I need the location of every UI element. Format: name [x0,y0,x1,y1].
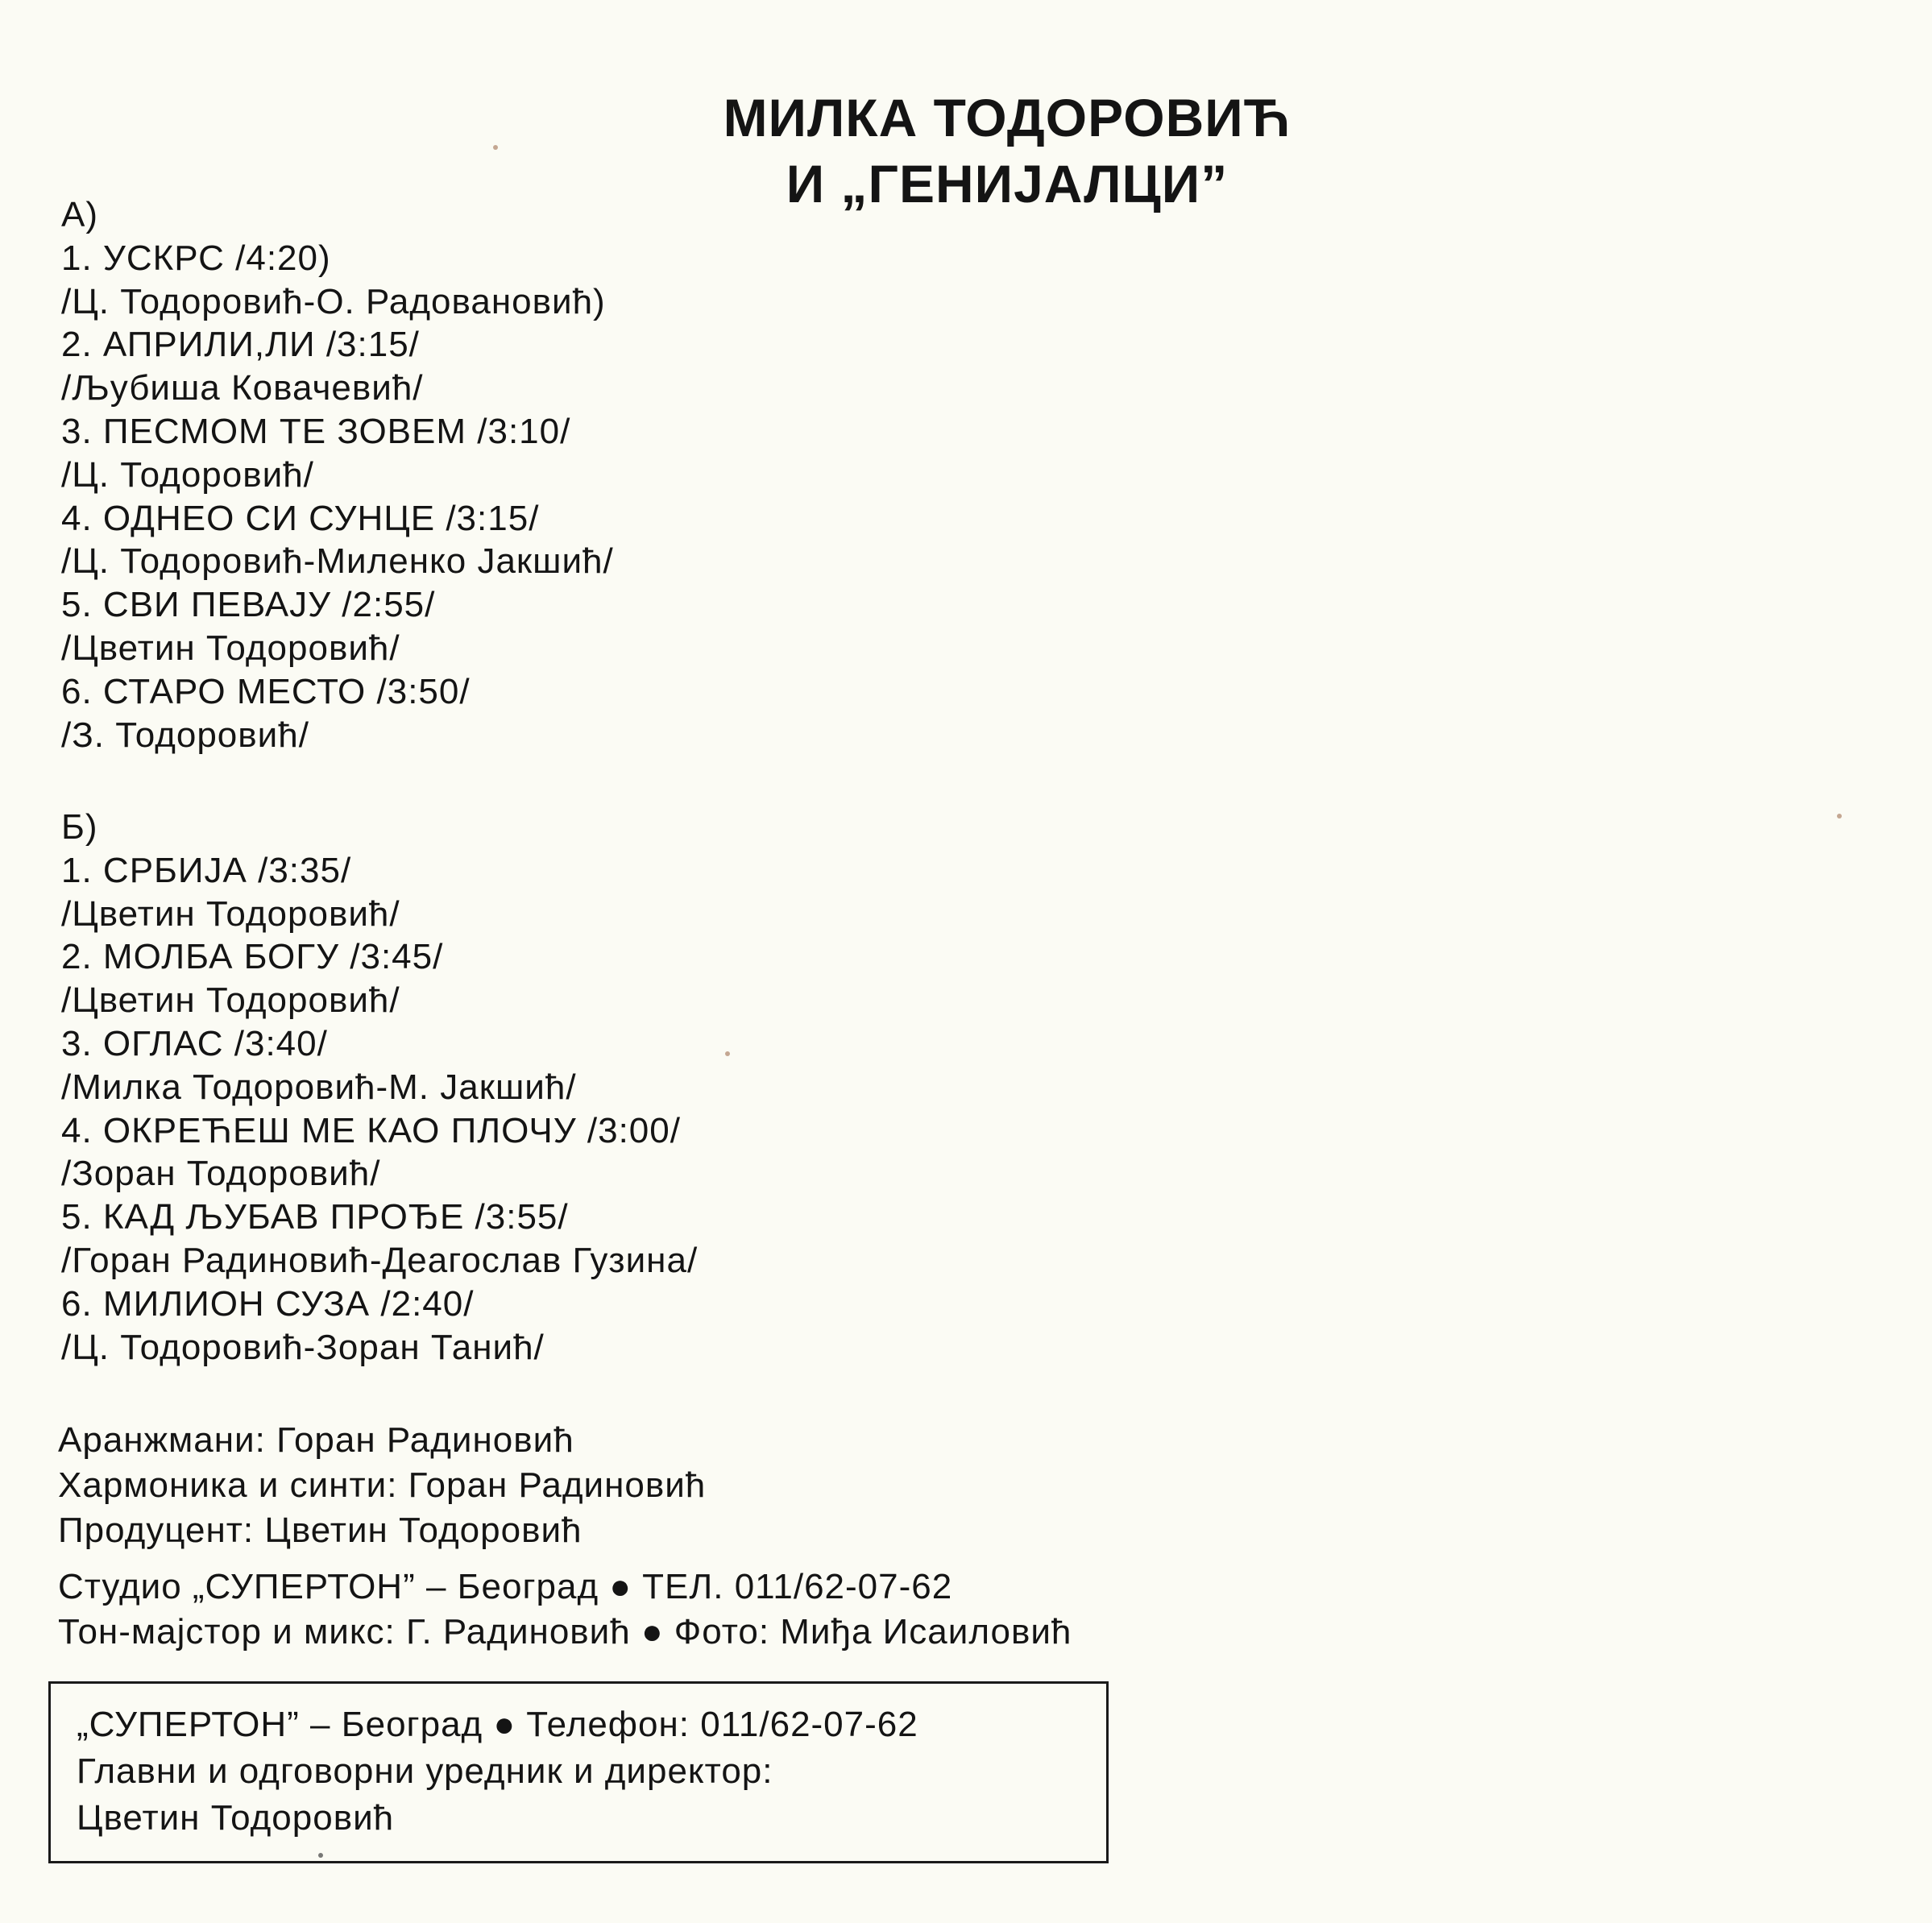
credit-accordion: Хармоника и синти: Горан Радиновић [58,1465,707,1505]
print-speck [318,1853,323,1858]
track-authors: /Ц. Тодоровић-Зоран Танић/ [61,1327,545,1367]
track-title: 4. ОКРЕЋЕШ МЕ КАО ПЛОЧУ /3:00/ [61,1110,681,1150]
side-b-label: Б) [61,807,98,847]
print-speck [493,145,498,150]
track-authors: /Цветин Тодоровић/ [61,893,400,934]
track-title: 3. ОГЛАС /3:40/ [61,1023,328,1063]
credit-studio: Студио „СУПЕРТОН” – Београд ● ТЕЛ. 011/62-07-62 [58,1567,953,1606]
track-title: 3. ПЕСМОМ ТЕ ЗОВЕМ /3:10/ [61,411,571,451]
track-title: 6. СТАРО МЕСТО /3:50/ [61,671,471,711]
credits-block [58,1418,1669,1655]
publisher-editor-name: Цветин Тодоровић [77,1798,395,1838]
credit-engineer-photo: Тон-мајстор и микс: Г. Радиновић ● Фото: Миђа Исаиловић [58,1612,1072,1652]
publisher-box [48,1681,1109,1863]
album-title-artist: МИЛКА ТОДОРОВИЋ [723,88,1291,147]
track-title: 2. АПРИЛИ,ЛИ /3:15/ [61,325,420,365]
credits-spacer [58,1553,1669,1565]
track-title: 1. УСКРС /4:20) [61,238,331,278]
track-authors: /Ц. Тодоровић-О. Радовановић) [61,281,606,321]
track-title: 2. МОЛБА БОГУ /3:45/ [61,937,444,977]
track-authors: /Ц. Тодоровић/ [61,454,314,495]
track-authors: /Љубиша Ковачевић/ [61,368,424,408]
track-title: 6. МИЛИОН СУЗА /2:40/ [61,1283,475,1324]
track-title: 4. ОДНЕО СИ СУНЦЕ /3:15/ [61,498,540,538]
track-authors: /Цветин Тодоровић/ [61,628,400,668]
track-authors: /Горан Радиновић-Деагослав Гузина/ [61,1240,699,1280]
publisher-contact: „СУПЕРТОН” – Београд ● Телефон: 011/62-07-62 [77,1705,918,1744]
side-b-tracklist [61,806,1189,1369]
side-a-tracklist [61,193,1189,756]
track-authors: /Милка Тодоровић-М. Јакшић/ [61,1067,577,1107]
album-title-band: И „ГЕНИЈАЛЦИ” [786,154,1229,213]
print-speck [1837,814,1842,819]
track-authors: /Зоран Тодоровић/ [61,1154,381,1194]
track-authors: /Цветин Тодоровић/ [61,980,400,1021]
credit-producer: Продуцент: Цветин Тодоровић [58,1511,583,1550]
side-a-label: А) [61,195,98,234]
track-authors: /З. Тодоровић/ [61,715,309,755]
track-title: 5. СВИ ПЕВАЈУ /2:55/ [61,585,436,625]
track-title: 5. КАД ЉУБАВ ПРОЂЕ /3:55/ [61,1197,569,1237]
publisher-editor-role: Главни и одговорни уредник и директор: [77,1751,773,1791]
print-speck [725,1051,730,1056]
track-title: 1. СРБИЈА /3:35/ [61,850,352,890]
credit-arrangements: Аранжмани: Горан Радиновић [58,1420,574,1460]
track-authors: /Ц. Тодоровић-Миленко Јакшић/ [61,541,614,582]
